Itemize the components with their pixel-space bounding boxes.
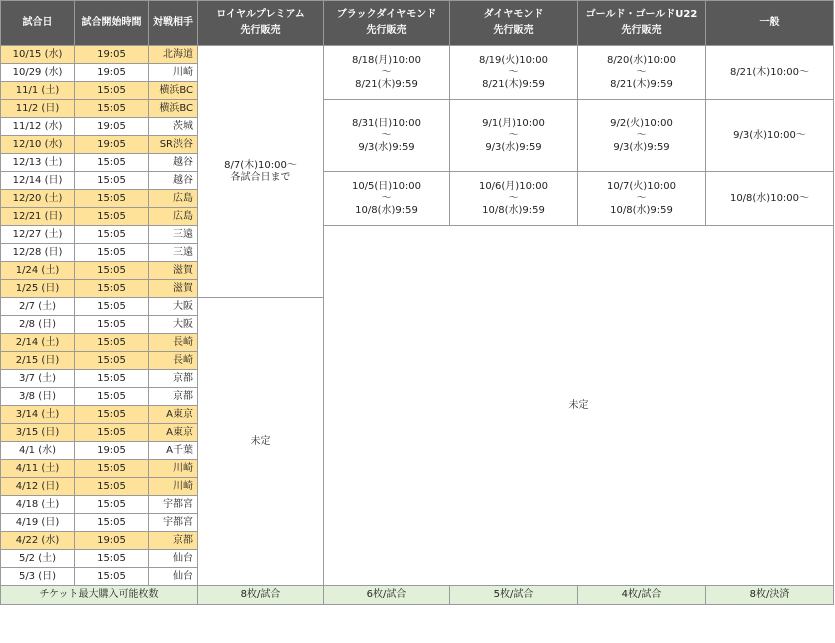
game-date: 2/8 (日): [1, 316, 75, 334]
diamond-window-line: 9/3(水)9:59: [485, 141, 542, 153]
general-window-line: 8/21(木)10:00～: [729, 66, 810, 78]
header-black-diamond-sub: 先行販売: [366, 25, 407, 36]
game-date: 2/7 (土): [1, 298, 75, 316]
gold-window-line: 9/3(水)9:59: [613, 141, 670, 153]
general-window: [706, 172, 834, 226]
game-start-time: 19:05: [75, 46, 149, 64]
footer-label: チケット最大購入可能枚数: [1, 586, 198, 605]
black-diamond-window-line: ～: [381, 129, 392, 141]
game-opponent: 大阪: [149, 316, 198, 334]
header-royal-sub: 先行販売: [240, 25, 281, 36]
game-row: [1, 172, 834, 190]
game-date: 12/13 (土): [1, 154, 75, 172]
gold-window-line: 10/7(火)10:00: [606, 180, 677, 192]
game-start-time: 15:05: [75, 334, 149, 352]
game-date: 4/1 (水): [1, 442, 75, 460]
game-date: 4/19 (日): [1, 514, 75, 532]
black-diamond-window-line: ～: [381, 66, 392, 78]
black-diamond-window: [324, 46, 450, 100]
game-start-time: 15:05: [75, 568, 149, 586]
game-opponent: 京都: [149, 388, 198, 406]
game-row: [1, 46, 834, 64]
game-date: 12/14 (日): [1, 172, 75, 190]
header-row: [1, 1, 834, 46]
game-start-time: 15:05: [75, 514, 149, 532]
game-opponent: 川崎: [149, 64, 198, 82]
game-start-time: 15:05: [75, 424, 149, 442]
game-date: 3/7 (土): [1, 370, 75, 388]
black-diamond-window: [324, 100, 450, 172]
black-diamond-window: [324, 172, 450, 226]
header-black-diamond: [324, 1, 450, 46]
game-opponent: 滋賀: [149, 262, 198, 280]
footer-royal-limit: 8枚/試合: [198, 586, 324, 605]
diamond-window-line: 10/6(月)10:00: [478, 180, 549, 192]
royal-window: [198, 298, 324, 586]
game-opponent: 越谷: [149, 172, 198, 190]
game-opponent: 京都: [149, 532, 198, 550]
black-diamond-window-line: 9/3(水)9:59: [358, 141, 415, 153]
game-date: 1/24 (土): [1, 262, 75, 280]
royal-window-line: 各試合日まで: [230, 171, 291, 183]
header-diamond-title: ダイヤモンド: [483, 9, 544, 20]
header-opponent: 対戦相手: [149, 1, 198, 46]
game-opponent: 越谷: [149, 154, 198, 172]
diamond-window-line: 8/19(火)10:00: [478, 54, 549, 66]
header-date: 試合日: [1, 1, 75, 46]
header-gold: [578, 1, 706, 46]
game-start-time: 15:05: [75, 478, 149, 496]
general-window-line: 10/8(水)10:00～: [729, 192, 810, 204]
black-diamond-window-line: 10/8(水)9:59: [355, 204, 418, 216]
gold-window-line: 8/20(水)10:00: [606, 54, 677, 66]
footer-diamond-limit: 5枚/試合: [450, 586, 578, 605]
game-date: 4/22 (水): [1, 532, 75, 550]
game-opponent: 宇都宮: [149, 496, 198, 514]
game-start-time: 15:05: [75, 154, 149, 172]
game-date: 12/27 (土): [1, 226, 75, 244]
game-row: [1, 100, 834, 118]
game-opponent: A東京: [149, 406, 198, 424]
gold-window-line: 9/2(火)10:00: [610, 117, 673, 129]
game-opponent: A東京: [149, 424, 198, 442]
game-date: 11/12 (水): [1, 118, 75, 136]
royal-window-line: 未定: [250, 435, 271, 447]
game-start-time: 15:05: [75, 82, 149, 100]
header-royal-premium: [198, 1, 324, 46]
diamond-window-line: ～: [508, 66, 519, 78]
game-start-time: 15:05: [75, 262, 149, 280]
game-start-time: 15:05: [75, 550, 149, 568]
gold-window: [578, 172, 706, 226]
game-opponent: A千葉: [149, 442, 198, 460]
game-date: 2/14 (土): [1, 334, 75, 352]
header-black-diamond-title: ブラックダイヤモンド: [336, 9, 437, 20]
schedule-body: [1, 46, 834, 586]
game-start-time: 15:05: [75, 298, 149, 316]
diamond-window-line: 9/1(月)10:00: [482, 117, 545, 129]
game-start-time: 15:05: [75, 208, 149, 226]
game-date: 3/14 (土): [1, 406, 75, 424]
game-date: 10/29 (水): [1, 64, 75, 82]
game-date: 10/15 (水): [1, 46, 75, 64]
game-date: 12/20 (土): [1, 190, 75, 208]
game-opponent: 広島: [149, 190, 198, 208]
game-date: 2/15 (日): [1, 352, 75, 370]
diamond-window-line: 10/8(水)9:59: [482, 204, 545, 216]
game-opponent: 長崎: [149, 334, 198, 352]
gold-window-line: ～: [636, 192, 647, 204]
game-date: 12/28 (日): [1, 244, 75, 262]
game-opponent: 仙台: [149, 550, 198, 568]
game-start-time: 19:05: [75, 118, 149, 136]
gold-window-line: 8/21(木)9:59: [610, 78, 673, 90]
header-diamond: [450, 1, 578, 46]
royal-window-line: 8/7(木)10:00～: [224, 159, 297, 171]
black-diamond-window-line: 10/5(日)10:00: [351, 180, 422, 192]
game-date: 5/2 (土): [1, 550, 75, 568]
gold-window: [578, 46, 706, 100]
game-start-time: 15:05: [75, 226, 149, 244]
game-start-time: 15:05: [75, 460, 149, 478]
footer-gold-limit: 4枚/試合: [578, 586, 706, 605]
game-date: 3/15 (日): [1, 424, 75, 442]
game-start-time: 19:05: [75, 64, 149, 82]
gold-window: [578, 100, 706, 172]
game-start-time: 15:05: [75, 172, 149, 190]
diamond-window: [450, 100, 578, 172]
game-opponent: 横浜BC: [149, 82, 198, 100]
game-date: 4/12 (日): [1, 478, 75, 496]
diamond-window-line: 8/21(木)9:59: [482, 78, 545, 90]
game-start-time: 15:05: [75, 244, 149, 262]
header-gold-sub: 先行販売: [621, 25, 662, 36]
general-window: [706, 46, 834, 100]
game-start-time: 15:05: [75, 370, 149, 388]
game-start-time: 15:05: [75, 190, 149, 208]
black-diamond-window-line: 8/31(日)10:00: [351, 117, 422, 129]
game-date: 11/2 (日): [1, 100, 75, 118]
footer-row: [1, 586, 834, 605]
game-date: 11/1 (土): [1, 82, 75, 100]
diamond-window: [450, 172, 578, 226]
header-diamond-sub: 先行販売: [493, 25, 534, 36]
game-date: 5/3 (日): [1, 568, 75, 586]
header-general: 一般: [706, 1, 834, 46]
game-date: 12/21 (日): [1, 208, 75, 226]
footer-general-limit: 8枚/決済: [706, 586, 834, 605]
gold-window-line: ～: [636, 66, 647, 78]
header-start-time: 試合開始時間: [75, 1, 149, 46]
game-start-time: 15:05: [75, 316, 149, 334]
gold-window-line: 10/8(水)9:59: [610, 204, 673, 216]
game-opponent: 長崎: [149, 352, 198, 370]
game-opponent: 三遠: [149, 244, 198, 262]
game-start-time: 19:05: [75, 532, 149, 550]
game-opponent: 滋賀: [149, 280, 198, 298]
game-date: 1/25 (日): [1, 280, 75, 298]
diamond-window-line: ～: [508, 129, 519, 141]
game-start-time: 15:05: [75, 406, 149, 424]
game-row: [1, 226, 834, 244]
game-date: 4/18 (土): [1, 496, 75, 514]
game-opponent: 川崎: [149, 460, 198, 478]
diamond-window-line: ～: [508, 192, 519, 204]
game-opponent: 横浜BC: [149, 100, 198, 118]
gold-window-line: ～: [636, 129, 647, 141]
game-start-time: 15:05: [75, 280, 149, 298]
game-opponent: 京都: [149, 370, 198, 388]
game-date: 3/8 (日): [1, 388, 75, 406]
undecided-presale-block: 未定: [324, 226, 834, 586]
game-start-time: 15:05: [75, 352, 149, 370]
game-opponent: 広島: [149, 208, 198, 226]
header-gold-title: ゴールド・ゴールドU22: [585, 9, 698, 20]
game-date: 12/10 (水): [1, 136, 75, 154]
game-start-time: 19:05: [75, 136, 149, 154]
game-opponent: 茨城: [149, 118, 198, 136]
game-opponent: SR渋谷: [149, 136, 198, 154]
game-opponent: 北海道: [149, 46, 198, 64]
general-window-line: 9/3(水)10:00～: [733, 129, 806, 141]
diamond-window: [450, 46, 578, 100]
game-opponent: 仙台: [149, 568, 198, 586]
game-start-time: 15:05: [75, 100, 149, 118]
game-opponent: 大阪: [149, 298, 198, 316]
game-start-time: 15:05: [75, 496, 149, 514]
black-diamond-window-line: 8/18(月)10:00: [351, 54, 422, 66]
black-diamond-window-line: ～: [381, 192, 392, 204]
game-start-time: 19:05: [75, 442, 149, 460]
game-date: 4/11 (土): [1, 460, 75, 478]
general-window: [706, 100, 834, 172]
footer-black-diamond-limit: 6枚/試合: [324, 586, 450, 605]
game-start-time: 15:05: [75, 388, 149, 406]
game-opponent: 三遠: [149, 226, 198, 244]
royal-window: [198, 46, 324, 298]
black-diamond-window-line: 8/21(木)9:59: [355, 78, 418, 90]
header-royal-title: ロイヤルプレミアム: [216, 9, 305, 20]
game-opponent: 川崎: [149, 478, 198, 496]
game-opponent: 宇都宮: [149, 514, 198, 532]
